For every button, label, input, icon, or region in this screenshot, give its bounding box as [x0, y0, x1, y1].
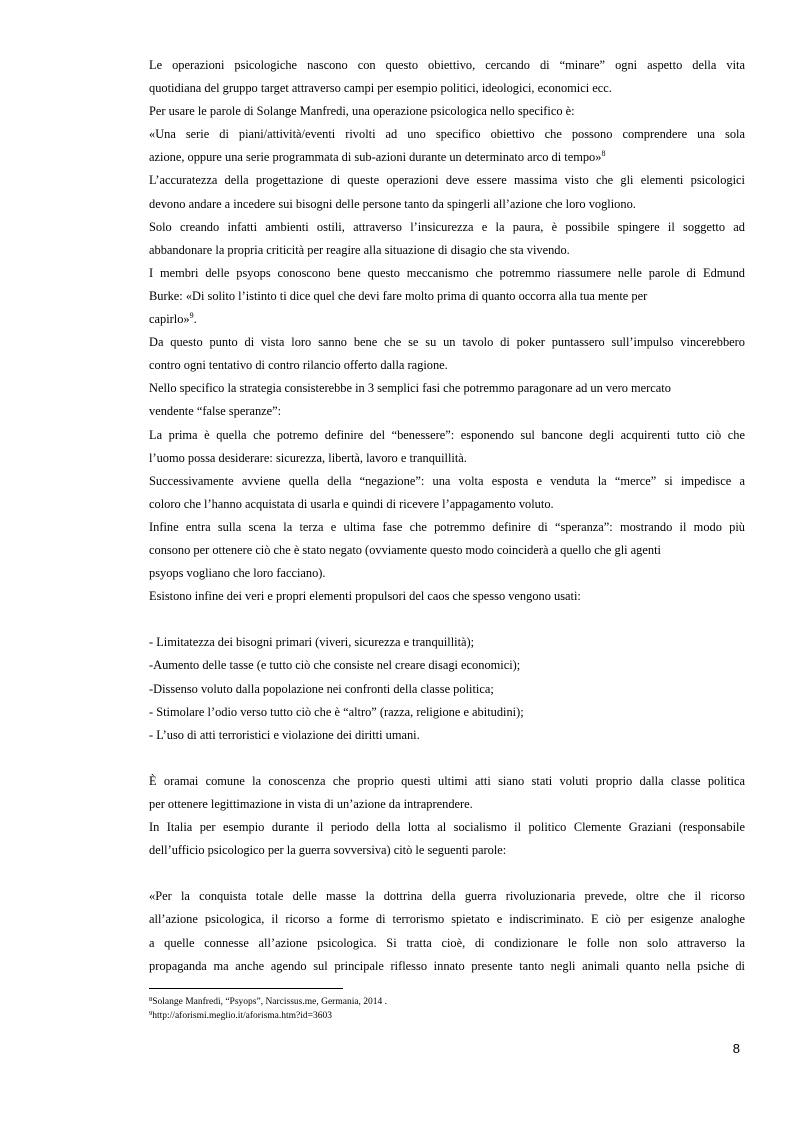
text-span: azione, oppure una serie programmata di sub-azioni durante un determinato arco di tempo»	[149, 150, 602, 165]
text-line: In Italia per esempio durante il periodo della lotta al socialismo il politico Clemente Graziani (responsabile	[149, 820, 745, 835]
text-line: I membri delle psyops conoscono bene questo meccanismo che potremmo riassumere nelle parole di Edmund	[149, 265, 745, 280]
text-line: Le operazioni psicologiche nascono con questo obiettivo, cercando di “minare” ogni aspetto della vita	[149, 58, 745, 72]
text-line: l’uomo possa desiderare: sicurezza, libertà, lavoro e tranquillità.	[149, 450, 467, 465]
text-line: vendente “false speranze”:	[149, 404, 282, 419]
blank-line	[149, 747, 745, 770]
text-line: devono andare a incedere sui bisogni delle persone tanto da spingerli all’azione che loro vogliono.	[149, 196, 636, 211]
text-line: psyops vogliano che loro facciano).	[149, 566, 326, 581]
text-line: Per usare le parole di Solange Manfredi, una operazione psicologica nello specifico è:	[149, 104, 575, 119]
footnote-number: 9	[149, 1010, 153, 1017]
quote-line: a quelle connesse all’azione psicologica. Si tratta cioè, di condizionare le folle non solo attraverso la	[149, 935, 745, 950]
quote-line: all’azione psicologica, il ricorso a forme di terrorismo spietato e indiscriminato. E ciò per esigenze analoghe	[149, 912, 745, 927]
footnote-ref-8[interactable]: 8	[601, 149, 606, 159]
footnotes	[149, 995, 745, 1023]
blank-line	[149, 862, 745, 885]
text-span: capirlo»	[149, 312, 190, 327]
text-line: contro ogni tentativo di contro rilancio offerto dalla ragione.	[149, 358, 448, 373]
quote-line: «Per la conquista totale delle masse la dottrina della guerra rivoluzionaria prevede, oltre che il ricorso	[149, 889, 745, 904]
text-line: coloro che l’hanno acquistata di usarla e quindi di ricevere l’appagamento voluto.	[149, 496, 554, 511]
footnote-ref-9[interactable]: 9	[189, 311, 194, 321]
list-item: - Stimolare l’odio verso tutto ciò che è “altro” (razza, religione e abitudini);	[149, 704, 524, 719]
text-line: L’accuratezza della progettazione di queste operazioni deve essere massima visto che gli elementi psicologici	[149, 173, 745, 188]
text-line: Esistono infine dei veri e propri elementi propulsori del caos che spesso vengono usati:	[149, 589, 581, 604]
footnote-text: Solange Manfredi, “Psyops”, Narcissus.me, Germania, 2014 .	[152, 997, 388, 1007]
list-item: -Dissenso voluto dalla popolazione nei confronti della classe politica;	[149, 681, 494, 696]
page-number: 8	[732, 1041, 740, 1056]
list-item: - Limitatezza dei bisogni primari (viveri, sicurezza e tranquillità);	[149, 635, 475, 650]
text-line: Burke: «Di solito l’istinto ti dice quel che devi fare molto prima di quanto occorra alla tua mente per	[149, 288, 648, 303]
body-text	[149, 54, 745, 978]
quote-line: propaganda ma anche agendo sul principale riflesso innato presente tanto negli animali quanto nella psiche di	[149, 958, 745, 973]
text-line: Solo creando infatti ambienti ostili, attraverso l’insicurezza e la paura, è possibile spingere il soggetto ad	[149, 219, 745, 234]
text-line: La prima è quella che potremo definire del “benessere”: esponendo sul bancone degli acquirenti tutto ciò che	[149, 427, 745, 442]
text-line: quotidiana del gruppo target attraverso campi per esempio politici, ideologici, economici ecc.	[149, 81, 612, 96]
footnote-separator	[149, 988, 343, 989]
footnote-9	[149, 1009, 745, 1023]
text-line: abbandonare la propria criticità per reagire alla situazione di disagio che sta vivendo.	[149, 242, 570, 257]
text-line: È oramai comune la conoscenza che proprio questi ultimi atti siano stati voluti proprio dalla classe politica	[149, 773, 745, 788]
text-line: consono per ottenere ciò che è stato negato (ovviamente questo modo coinciderà a quello che gli agenti	[149, 542, 661, 557]
list-item: - L’uso di atti terroristici e violazione dei diritti umani.	[149, 727, 420, 742]
text-line: Da questo punto di vista loro sanno bene che se su un tavolo di poker puntassero sull’impulso vincerebbero	[149, 335, 745, 350]
text-line: Infine entra sulla scena la terza e ultima fase che potremmo definire di “speranza”: mostrando il modo più	[149, 519, 745, 534]
blank-line	[149, 608, 745, 631]
text-line: Successivamente avviene quella della “negazione”: una volta esposta e venduta la “merce” si impedisce a	[149, 473, 745, 488]
list-item: -Aumento delle tasse (e tutto ciò che consiste nel creare disagi economici);	[149, 658, 521, 673]
period: .	[193, 312, 197, 327]
footnote-link[interactable]: http://aforismi.meglio.it/aforisma.htm?id=3603	[152, 1011, 333, 1021]
footnote-8	[149, 995, 745, 1009]
text-line	[149, 308, 745, 331]
text-line: dell’ufficio psicologico per la guerra sovversiva) citò le seguenti parole:	[149, 843, 507, 858]
text-line: per ottenere legittimazione in vista di un’azione da intraprendere.	[149, 797, 473, 811]
text-line: «Una serie di piani/attività/eventi rivolti ad uno specifico obiettivo che possono comprendere una sola	[149, 127, 745, 142]
text-line: Nello specifico la strategia consisterebbe in 3 semplici fasi che potremmo paragonare ad un vero mercato	[149, 381, 671, 396]
text-line	[149, 146, 745, 169]
footnote-number: 8	[149, 996, 153, 1003]
